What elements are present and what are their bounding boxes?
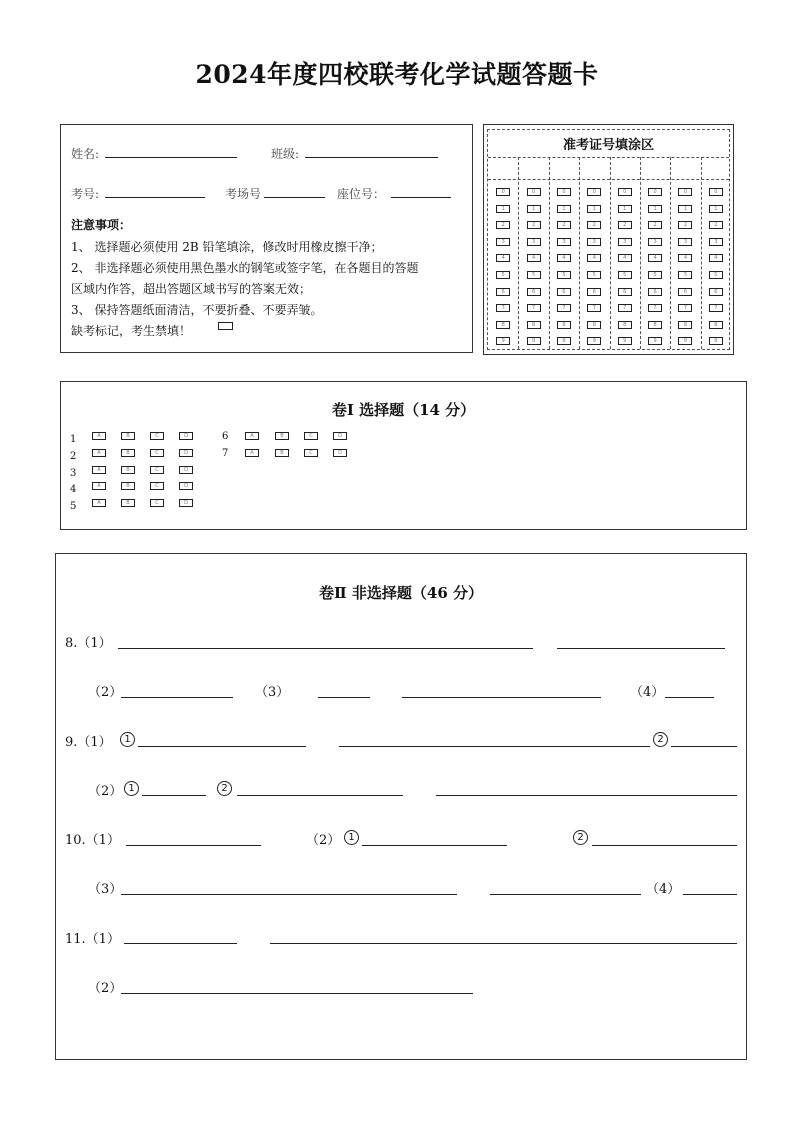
id-bubble-0[interactable]: 0 [496,188,510,196]
option-bubble-b[interactable]: B [121,466,135,474]
absent-checkbox[interactable] [218,322,233,330]
option-bubble-a[interactable]: A [245,432,259,440]
id-bubble-5[interactable]: 5 [527,271,541,279]
column-divider [579,157,580,349]
room-label: 考场号 [225,187,262,201]
option-bubble-a[interactable]: A [92,432,106,440]
sub-answer-marker: 1 [124,781,139,796]
column-divider [640,157,641,349]
page-title: 2024年度四校联考化学试题答题卡 [195,60,599,89]
option-bubble-c[interactable]: C [150,466,164,474]
answer-line[interactable] [124,943,237,944]
id-bubble-9[interactable]: 9 [648,337,662,345]
question-label: 9.（1） [65,735,112,750]
notice-title: 注意事项： [71,218,132,232]
id-bubble-6[interactable]: 6 [527,288,541,296]
exam-id-area [483,124,734,355]
id-bubble-7[interactable]: 7 [648,304,662,312]
id-bubble-3[interactable]: 3 [618,238,632,246]
option-bubble-d[interactable]: D [333,449,347,457]
option-bubble-d[interactable]: D [179,466,193,474]
id-bubble-6[interactable]: 6 [709,288,723,296]
id-bubble-0[interactable]: 0 [648,188,662,196]
id-bubble-0[interactable]: 0 [618,188,632,196]
question-label: 10.（1） [65,833,120,848]
id-bubble-8[interactable]: 8 [709,321,723,329]
id-bubble-3[interactable]: 3 [527,238,541,246]
id-bubble-3[interactable]: 3 [678,238,692,246]
id-bubble-8[interactable]: 8 [557,321,571,329]
id-bubble-5[interactable]: 5 [648,271,662,279]
question-number: 3 [70,467,77,479]
answer-line[interactable] [142,795,206,796]
id-digit-input[interactable] [521,160,545,176]
id-digit-input[interactable] [613,160,637,176]
id-bubble-5[interactable]: 5 [587,271,601,279]
id-bubble-4[interactable]: 4 [678,254,692,262]
question-label: （3） [88,882,123,897]
answer-line[interactable] [121,697,233,698]
question-label: （2） [88,784,123,799]
question-label: 8.（1） [65,636,112,651]
answer-line[interactable] [121,993,473,994]
id-bubble-6[interactable]: 6 [648,288,662,296]
column-divider [610,157,611,349]
id-bubble-8[interactable]: 8 [678,321,692,329]
id-bubble-1[interactable]: 1 [496,205,510,213]
answer-line[interactable] [557,648,725,649]
seat-field[interactable] [391,197,451,198]
id-bubble-5[interactable]: 5 [496,271,510,279]
id-bubble-6[interactable]: 6 [557,288,571,296]
option-bubble-b[interactable]: B [275,432,289,440]
option-bubble-b[interactable]: B [121,432,135,440]
id-digit-input[interactable] [552,160,576,176]
option-bubble-d[interactable]: D [179,482,193,490]
id-bubble-2[interactable]: 2 [496,221,510,229]
option-bubble-c[interactable]: C [150,449,164,457]
id-bubble-2[interactable]: 2 [587,221,601,229]
class-label: 班级: [271,147,300,161]
column-divider [701,157,702,349]
option-bubble-c[interactable]: C [304,449,318,457]
id-bubble-4[interactable]: 4 [557,254,571,262]
id-bubble-2[interactable]: 2 [648,221,662,229]
id-bubble-9[interactable]: 9 [587,337,601,345]
exam-no-label: 考号: [71,187,100,201]
option-bubble-a[interactable]: A [92,449,106,457]
id-bubble-2[interactable]: 2 [709,221,723,229]
answer-line[interactable] [490,894,641,895]
answer-line[interactable] [436,795,737,796]
id-bubble-7[interactable]: 7 [557,304,571,312]
question-label: （4） [646,882,681,897]
question-number: 5 [70,501,77,513]
id-area-title: 准考证号填涂区 [562,138,654,153]
name-label: 姓名: [71,147,100,161]
id-bubble-9[interactable]: 9 [557,337,571,345]
id-digit-input[interactable] [582,160,606,176]
notice-2: 2、 非选择题必须使用黑色墨水的钢笔或签字笔，在各题目的答题 [71,261,419,275]
option-bubble-d[interactable]: D [333,432,347,440]
id-bubble-5[interactable]: 5 [618,271,632,279]
class-field[interactable] [305,157,438,158]
option-bubble-c[interactable]: C [150,432,164,440]
notice-3: 3、 保持答题纸面清洁，不要折叠、不要弄皱。 [71,303,323,317]
id-bubble-2[interactable]: 2 [678,221,692,229]
part2-section [55,553,747,1060]
sub-answer-marker: 2 [217,781,232,796]
id-bubble-4[interactable]: 4 [587,254,601,262]
id-bubble-5[interactable]: 5 [678,271,692,279]
id-bubble-4[interactable]: 4 [618,254,632,262]
answer-line[interactable] [339,746,650,747]
column-divider [518,157,519,349]
id-bubble-4[interactable]: 4 [527,254,541,262]
answer-line[interactable] [121,894,457,895]
id-bubble-3[interactable]: 3 [587,238,601,246]
question-label: （4） [630,685,665,700]
id-bubble-8[interactable]: 8 [648,321,662,329]
id-bubble-8[interactable]: 8 [496,321,510,329]
answer-line[interactable] [118,648,533,649]
id-bubble-9[interactable]: 9 [527,337,541,345]
option-bubble-d[interactable]: D [179,432,193,440]
question-number: 6 [222,431,229,442]
id-bubble-6[interactable]: 6 [678,288,692,296]
question-number: 4 [70,484,77,496]
option-bubble-d[interactable]: D [179,499,193,507]
option-bubble-c[interactable]: C [304,432,318,440]
id-digit-input[interactable] [673,160,697,176]
absent-label: 缺考标记，考生禁填！ [71,324,192,338]
seat-label: 座位号： [337,187,386,201]
id-bubble-0[interactable]: 0 [709,188,723,196]
id-bubble-9[interactable]: 9 [496,337,510,345]
option-bubble-a[interactable]: A [245,449,259,457]
question-label: （2） [306,833,341,848]
id-bubble-7[interactable]: 7 [496,304,510,312]
column-divider [549,157,550,349]
option-bubble-d[interactable]: D [179,449,193,457]
id-bubble-1[interactable]: 1 [648,205,662,213]
id-digit-input[interactable] [491,160,515,176]
sub-answer-marker: 1 [344,830,359,845]
option-bubble-b[interactable]: B [121,482,135,490]
id-bubble-7[interactable]: 7 [527,304,541,312]
id-bubble-1[interactable]: 1 [557,205,571,213]
id-bubble-8[interactable]: 8 [587,321,601,329]
name-field[interactable] [105,157,237,158]
answer-line[interactable] [318,697,370,698]
id-bubble-1[interactable]: 1 [618,205,632,213]
id-bubble-7[interactable]: 7 [678,304,692,312]
option-bubble-a[interactable]: A [92,466,106,474]
sub-answer-marker: 1 [120,732,135,747]
id-bubble-3[interactable]: 3 [557,238,571,246]
id-bubble-6[interactable]: 6 [496,288,510,296]
part2-title: 卷Ⅱ 非选择题（46 分） [319,584,483,602]
answer-line[interactable] [592,845,737,846]
id-bubble-1[interactable]: 1 [678,205,692,213]
id-bubble-0[interactable]: 0 [678,188,692,196]
question-label: （2） [88,981,123,996]
column-divider [670,157,671,349]
id-bubble-1[interactable]: 1 [709,205,723,213]
room-field[interactable] [264,197,325,198]
question-label: （3） [255,685,290,700]
notice-1: 1、 选择题必须使用 2B 铅笔填涂，修改时用橡皮擦干净； [71,240,383,254]
id-bubble-5[interactable]: 5 [557,271,571,279]
id-bubble-3[interactable]: 3 [709,238,723,246]
notice-2-cont: 区域内作答，超出答题区域书写的答案无效； [71,282,312,296]
part1-section [60,381,747,530]
id-bubble-2[interactable]: 2 [557,221,571,229]
id-bubble-4[interactable]: 4 [709,254,723,262]
answer-line[interactable] [126,845,261,846]
question-label: （2） [88,685,123,700]
answer-line[interactable] [237,795,403,796]
id-bubble-3[interactable]: 3 [496,238,510,246]
question-number: 1 [70,434,77,445]
answer-line[interactable] [402,697,601,698]
option-bubble-c[interactable]: C [150,482,164,490]
option-bubble-c[interactable]: C [150,499,164,507]
question-number: 2 [70,450,77,462]
id-digit-input[interactable] [704,160,728,176]
answer-line[interactable] [270,943,737,944]
part1-title: 卷Ⅰ 选择题（14 分） [331,401,476,419]
sub-answer-marker: 2 [653,732,668,747]
answer-line[interactable] [665,697,714,698]
question-label: 11.（1） [65,932,120,947]
id-bubble-8[interactable]: 8 [527,321,541,329]
id-bubble-6[interactable]: 6 [587,288,601,296]
id-bubble-0[interactable]: 0 [587,188,601,196]
id-bubble-7[interactable]: 7 [709,304,723,312]
id-bubble-9[interactable]: 9 [709,337,723,345]
id-bubble-5[interactable]: 5 [709,271,723,279]
id-bubble-9[interactable]: 9 [678,337,692,345]
option-bubble-b[interactable]: B [275,449,289,457]
id-bubble-7[interactable]: 7 [618,304,632,312]
id-bubble-8[interactable]: 8 [618,321,632,329]
student-info-box [60,124,473,353]
option-bubble-a[interactable]: A [92,482,106,490]
id-bubble-7[interactable]: 7 [587,304,601,312]
id-bubble-0[interactable]: 0 [557,188,571,196]
exam-no-field[interactable] [105,197,205,198]
answer-line[interactable] [138,746,306,747]
id-bubble-2[interactable]: 2 [618,221,632,229]
question-number: 7 [222,447,229,459]
id-bubble-2[interactable]: 2 [527,221,541,229]
sub-answer-marker: 2 [573,830,588,845]
answer-line[interactable] [683,894,737,895]
id-bubble-1[interactable]: 1 [527,205,541,213]
option-bubble-b[interactable]: B [121,499,135,507]
id-bubble-0[interactable]: 0 [527,188,541,196]
answer-line[interactable] [362,845,507,846]
id-bubble-4[interactable]: 4 [648,254,662,262]
option-bubble-a[interactable]: A [92,499,106,507]
id-bubble-6[interactable]: 6 [618,288,632,296]
id-digit-input[interactable] [643,160,667,176]
id-bubble-3[interactable]: 3 [648,238,662,246]
id-bubble-4[interactable]: 4 [496,254,510,262]
id-bubble-9[interactable]: 9 [618,337,632,345]
option-bubble-b[interactable]: B [121,449,135,457]
answer-line[interactable] [671,746,737,747]
id-bubble-1[interactable]: 1 [587,205,601,213]
